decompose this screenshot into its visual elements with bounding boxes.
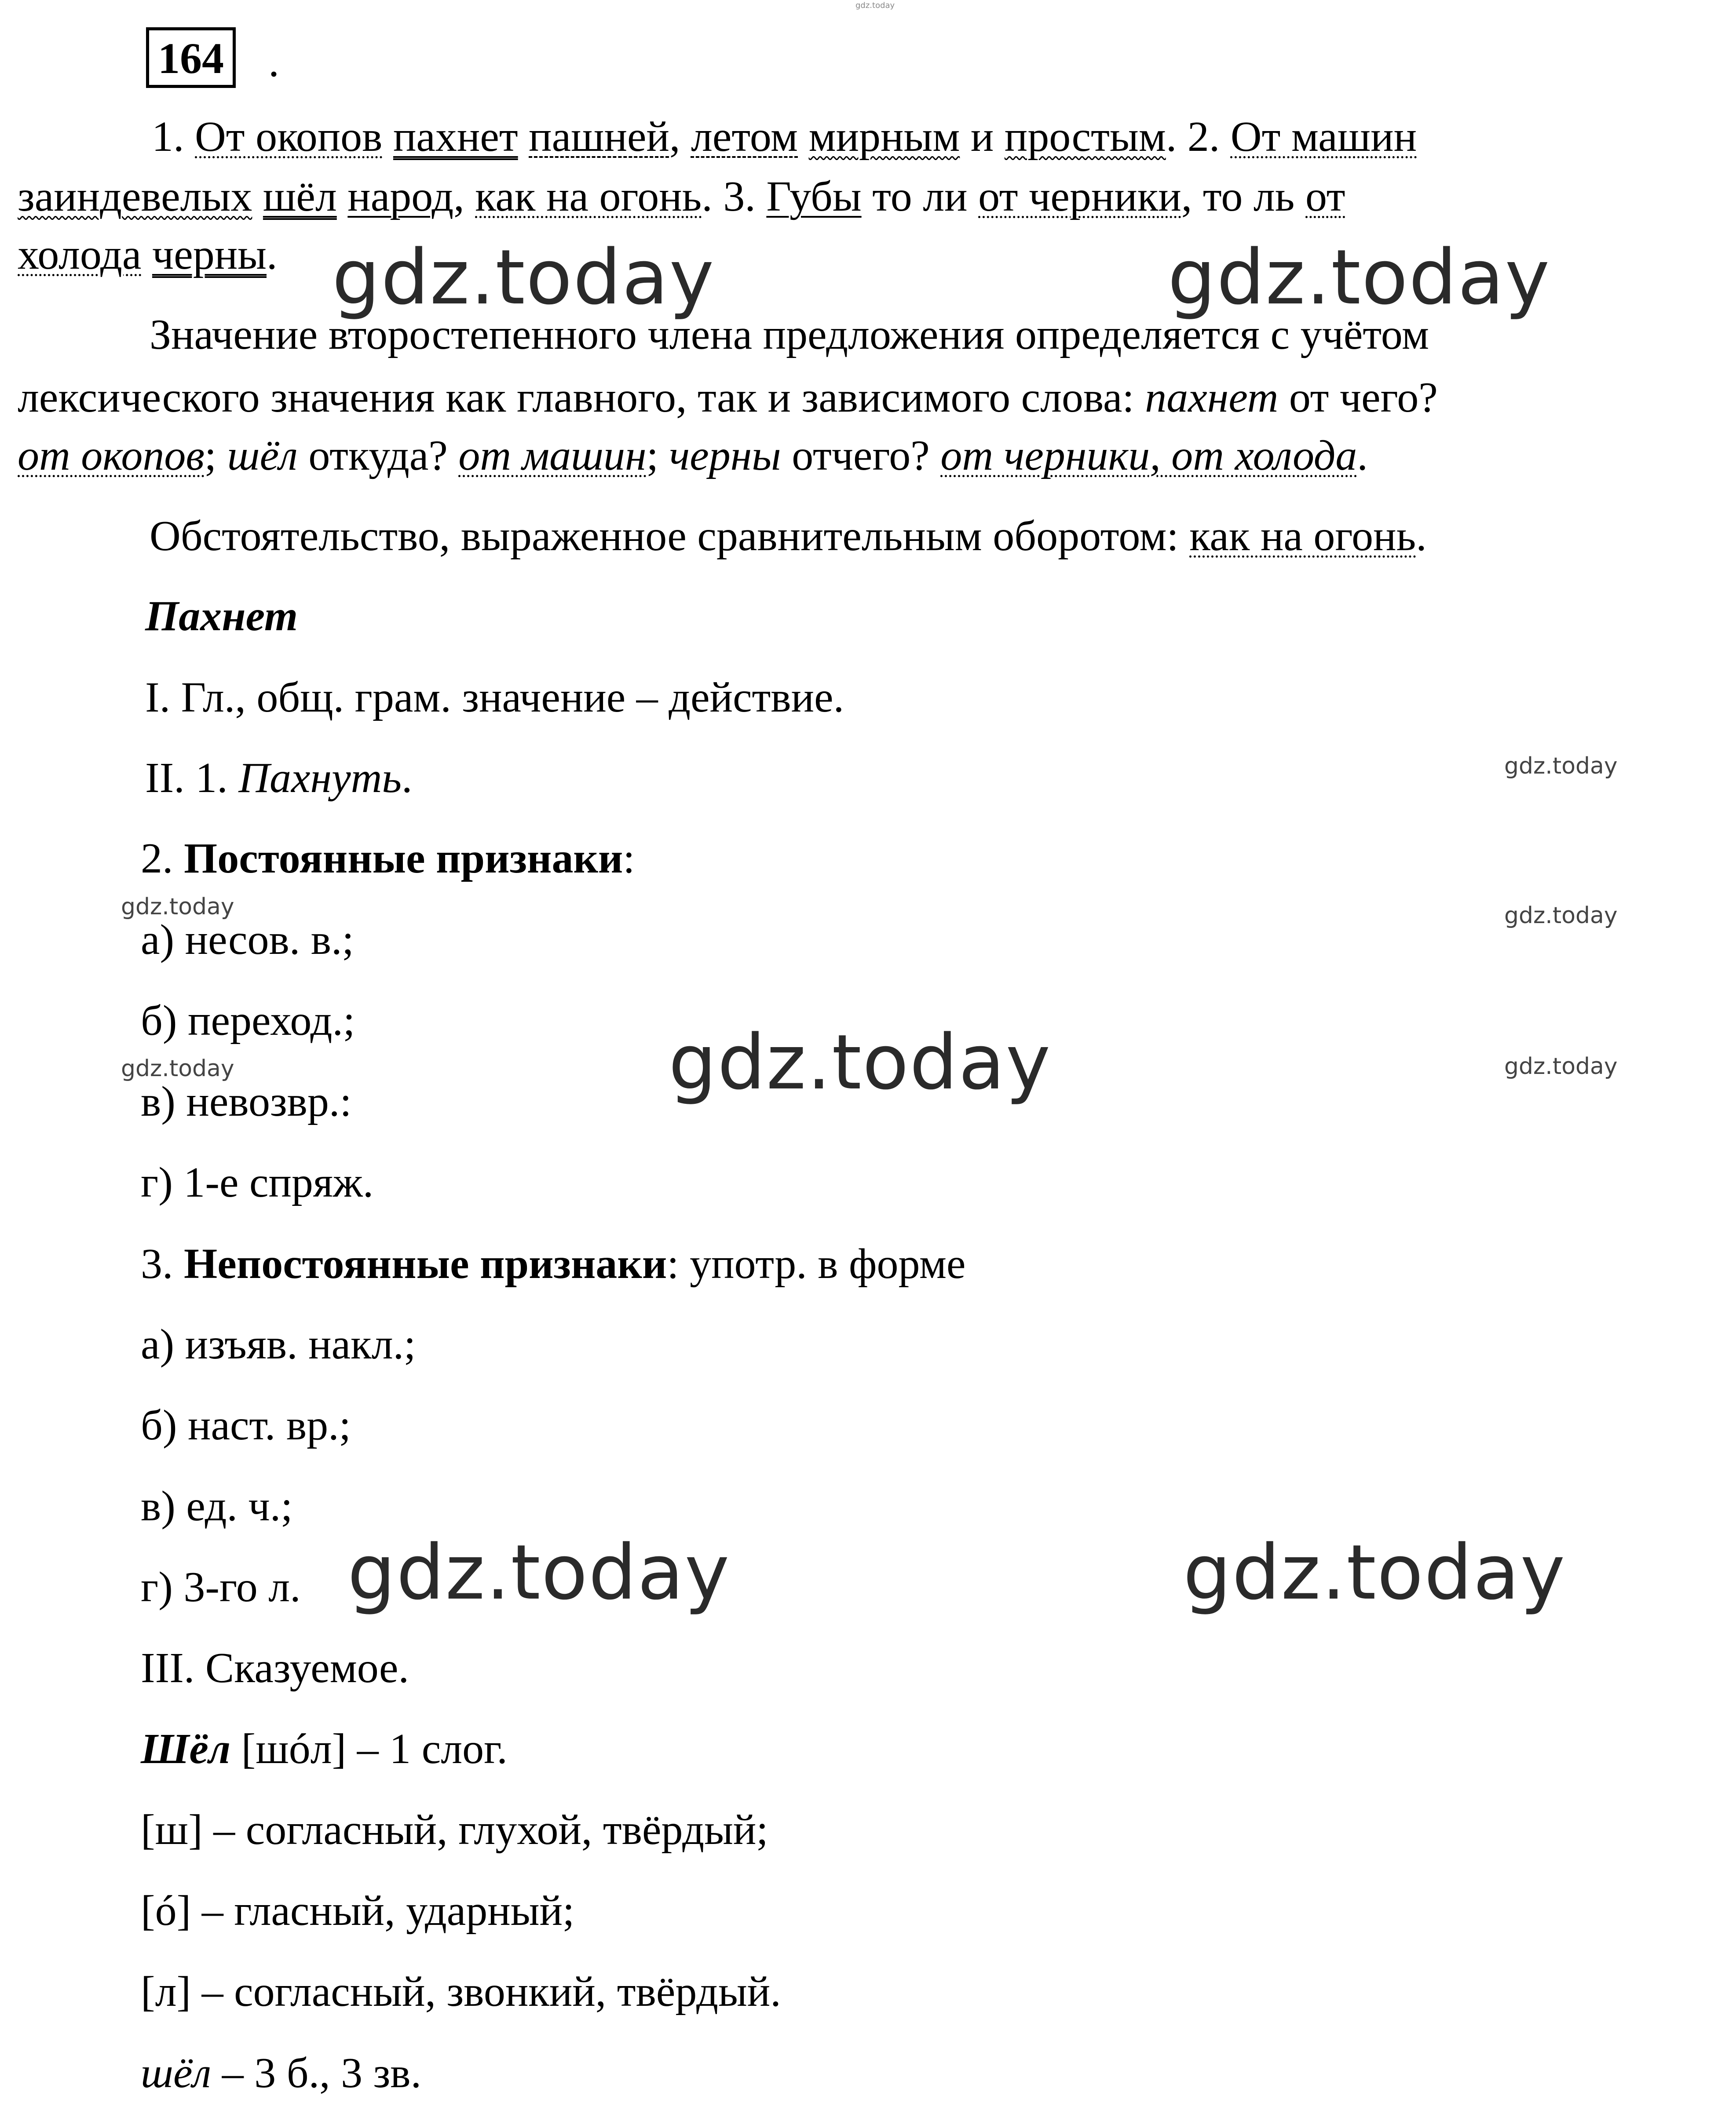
sentence-number: 2. xyxy=(1187,113,1220,161)
constant-feature-d: г) 1-е спряж. xyxy=(141,1159,374,1206)
predicate: черны xyxy=(152,231,267,278)
object: пашней xyxy=(529,113,669,161)
predicate: пахнет xyxy=(393,113,518,161)
watermark-big: gdz.today xyxy=(669,1018,1052,1106)
nonconstant-feature-c: в) ед. ч.; xyxy=(141,1482,293,1530)
phonetic-heading xyxy=(141,1727,508,1771)
exercise-line-1 xyxy=(152,113,1417,161)
conjunction: то ли xyxy=(872,173,968,220)
nonconstant-feature-a: а) изъяв. накл.; xyxy=(141,1321,416,1368)
phonetic-transcription: [шóл] – 1 слог. xyxy=(241,1725,508,1773)
analysis-part-ii xyxy=(145,756,413,800)
watermark-big: gdz.today xyxy=(332,233,715,321)
subject: Губы xyxy=(766,173,862,220)
phonetic-sound-l: [л] – согласный, звонкий, твёрдый. xyxy=(141,1968,781,2015)
sentence-number: 1. xyxy=(152,113,184,161)
adverbial-phrase: От окопов xyxy=(195,113,383,161)
adverbial-comparison: как на огонь xyxy=(1189,512,1416,560)
explanation-text: откуда? xyxy=(308,432,448,479)
explanation-text: отчего? xyxy=(792,432,930,479)
analysis-part-i: I. Гл., общ. грам. значение – действие. xyxy=(145,674,844,721)
punctuation: , xyxy=(453,173,464,220)
constant-feature-a: а) несов. в.; xyxy=(141,916,354,964)
sentence-number: 3. xyxy=(723,173,756,220)
watermark-small: gdz.today xyxy=(1504,753,1618,779)
explanation-text: от чего? xyxy=(1289,374,1438,421)
explanation-text: лексического значения как главного, так и зависимого слова: xyxy=(18,374,1134,421)
explanation-italic: черны xyxy=(669,432,781,479)
attribute: мирным xyxy=(808,113,960,161)
explanation-italic: шёл xyxy=(227,432,298,479)
punctuation: . xyxy=(402,754,413,802)
punctuation: , xyxy=(1181,173,1192,220)
adverbial-phrase: от черники xyxy=(978,173,1181,220)
adverbial-phrase: От машин xyxy=(1230,113,1417,161)
nonconstant-features-title: Непостоянные признаки xyxy=(184,1240,667,1288)
analysis-title-text: Пахнет xyxy=(145,592,298,640)
initial-form: Пахнуть xyxy=(238,754,402,802)
explanation-line-2 xyxy=(18,376,1438,419)
punctuation: , xyxy=(669,113,680,161)
analysis-label: II. 1. xyxy=(145,754,228,802)
task-number-dot: . xyxy=(268,37,279,86)
constant-features-heading xyxy=(141,837,635,880)
exercise-line-2 xyxy=(18,175,1345,218)
punctuation: . xyxy=(702,173,713,220)
punctuation: ; xyxy=(646,432,658,479)
analysis-text: : употр. в форме xyxy=(667,1240,966,1288)
object: летом xyxy=(691,113,798,161)
subject: народ xyxy=(347,173,454,220)
punctuation: . xyxy=(1166,113,1177,161)
watermark-small: gdz.today xyxy=(1504,902,1618,929)
phonetic-summary-text: – 3 б., 3 зв. xyxy=(222,2049,422,2097)
phonetic-summary xyxy=(141,2049,422,2097)
adverbial-phrase: от xyxy=(1305,173,1345,220)
constant-features-title: Постоянные признаки xyxy=(184,835,623,882)
punctuation: ; xyxy=(204,432,217,479)
explanation-line-3 xyxy=(18,434,1368,477)
adverbial-phrase: холода xyxy=(18,231,142,278)
conjunction: и xyxy=(970,113,994,161)
adverbial-example: от черники, от холода xyxy=(940,432,1357,479)
analysis-part-iii: III. Сказуемое. xyxy=(141,1644,409,1692)
constant-feature-c: в) невозвр.: xyxy=(141,1078,352,1125)
punctuation: . xyxy=(1416,512,1427,560)
watermark-small: gdz.today xyxy=(1504,1053,1618,1080)
nonconstant-feature-b: б) наст. вр.; xyxy=(141,1402,351,1449)
adverbial-example: от окопов xyxy=(18,432,205,479)
explanation-line-4 xyxy=(150,512,1427,560)
phonetic-sound-sh: [ш] – согласный, глухой, твёрдый; xyxy=(141,1806,768,1854)
watermark-big: gdz.today xyxy=(347,1528,731,1617)
watermark-small: gdz.today xyxy=(121,1055,234,1082)
task-number: 164 xyxy=(146,27,236,88)
watermark-small: gdz.today xyxy=(121,894,234,920)
punctuation: . xyxy=(1357,432,1368,479)
watermark-big: gdz.today xyxy=(1168,233,1551,321)
adverbial-comparison: как на огонь xyxy=(475,173,702,220)
conjunction: то ль xyxy=(1202,173,1295,220)
phonetic-word: Шёл xyxy=(141,1725,231,1773)
watermark-big: gdz.today xyxy=(1183,1528,1566,1617)
constant-feature-b: б) переход.; xyxy=(141,997,355,1044)
adverbial-example: от машин xyxy=(458,432,647,479)
phonetic-sound-o: [ó] – гласный, ударный; xyxy=(141,1887,575,1935)
predicate: шёл xyxy=(263,173,337,220)
phonetic-summary-word: шёл xyxy=(141,2049,212,2097)
punctuation: . xyxy=(267,231,278,278)
attribute: простым xyxy=(1004,113,1166,161)
top-watermark: gdz.today xyxy=(855,1,895,10)
punctuation: : xyxy=(623,835,635,882)
analysis-label: 2. xyxy=(141,835,173,882)
nonconstant-features-heading xyxy=(141,1240,966,1288)
explanation-line-1: Значение второстепенного члена предложения определяется с учётом xyxy=(150,311,1429,358)
explanation-italic: пахнет xyxy=(1145,374,1279,421)
analysis-title xyxy=(145,592,298,640)
exercise-line-3 xyxy=(18,233,278,276)
analysis-label: 3. xyxy=(141,1240,173,1288)
nonconstant-feature-d: г) 3-го л. xyxy=(141,1563,301,1611)
attribute: заиндевелых xyxy=(18,173,252,220)
explanation-text: Обстоятельство, выраженное сравнительным оборотом: xyxy=(150,512,1179,560)
